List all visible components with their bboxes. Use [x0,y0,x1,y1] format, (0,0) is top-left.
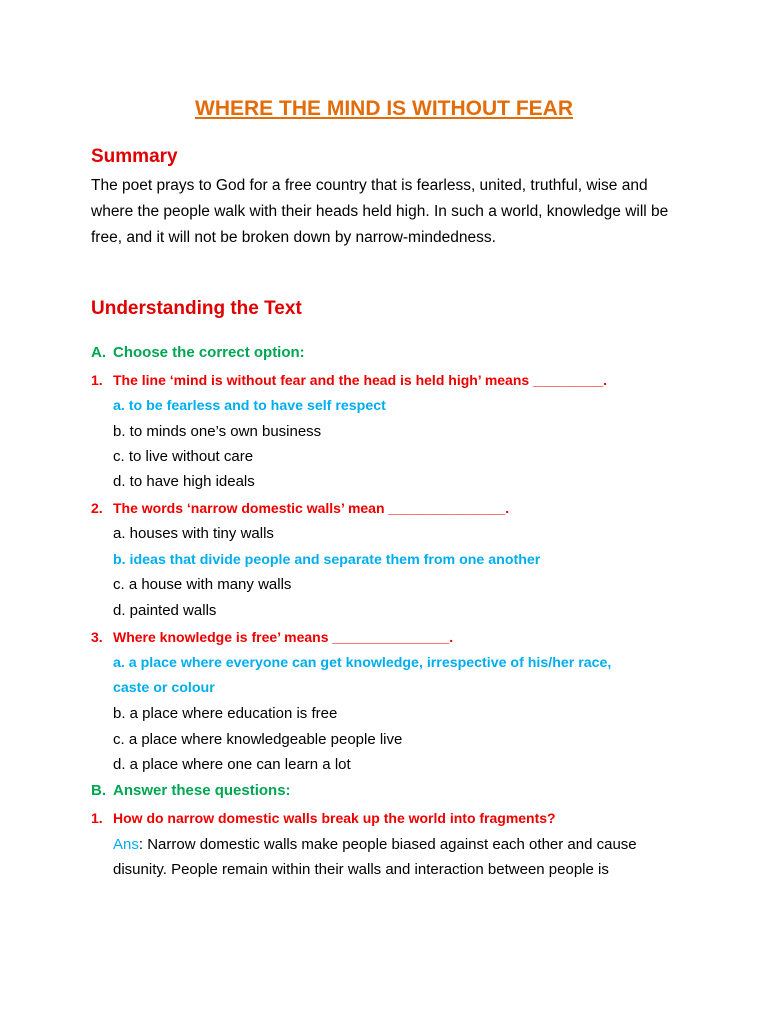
question-text: How do narrow domestic walls break up the world into fragments? [113,810,556,826]
question-number: 3. [91,629,103,645]
question-3 [91,629,453,645]
document-title: WHERE THE MIND IS WITHOUT FEAR [195,97,573,120]
option: a. houses with tiny walls [113,525,274,542]
question-number: 2. [91,500,103,516]
question-text: Where knowledge is free’ means _______________. [113,629,454,645]
option-correct: b. ideas that divide people and separate them from one another [113,552,541,568]
option: b. to minds one’s own business [113,423,322,440]
option-correct: a. a place where everyone can get knowledge, irrespective of his/her race, [113,655,612,671]
option: c. to live without care [113,448,254,465]
question-2 [91,500,509,516]
question-b-1 [91,810,556,826]
question-number: 1. [91,372,103,388]
answer-b-1 [113,832,693,882]
question-text: The words ‘narrow domestic walls’ mean _______________. [113,500,510,516]
section-b-label: B. [91,782,106,799]
section-a-label: A. [91,344,106,361]
option: c. a house with many walls [113,576,292,593]
option: d. to have high ideals [113,473,255,490]
option: b. a place where education is free [113,705,338,722]
section-b-title: Answer these questions: [113,782,291,799]
option: d. painted walls [113,602,217,619]
option-correct: a. to be fearless and to have self respect [113,398,386,414]
section-a-heading [91,344,305,361]
section-b-heading [91,782,291,799]
option-correct-continued: caste or colour [113,680,215,696]
option: d. a place where one can learn a lot [113,756,351,773]
question-number: 1. [91,810,103,826]
question-1 [91,372,607,388]
option: c. a place where knowledgeable people live [113,731,403,748]
understanding-heading: Understanding the Text [91,298,302,319]
answer-label: Ans [113,836,139,853]
section-a-title: Choose the correct option: [113,344,305,361]
answer-text: : Narrow domestic walls make people biased against each other and cause disunity. People remain within their walls and interaction between people is [113,836,637,878]
summary-text: The poet prays to God for a free country that is fearless, united, truthful, wise and where the people walk with their heads held high. In such a world, knowledge will be free, and it will not be broken down by narrow-mindedness. [91,177,669,246]
summary-heading: Summary [91,146,178,167]
question-text: The line ‘mind is without fear and the head is held high’ means _________. [113,372,608,388]
